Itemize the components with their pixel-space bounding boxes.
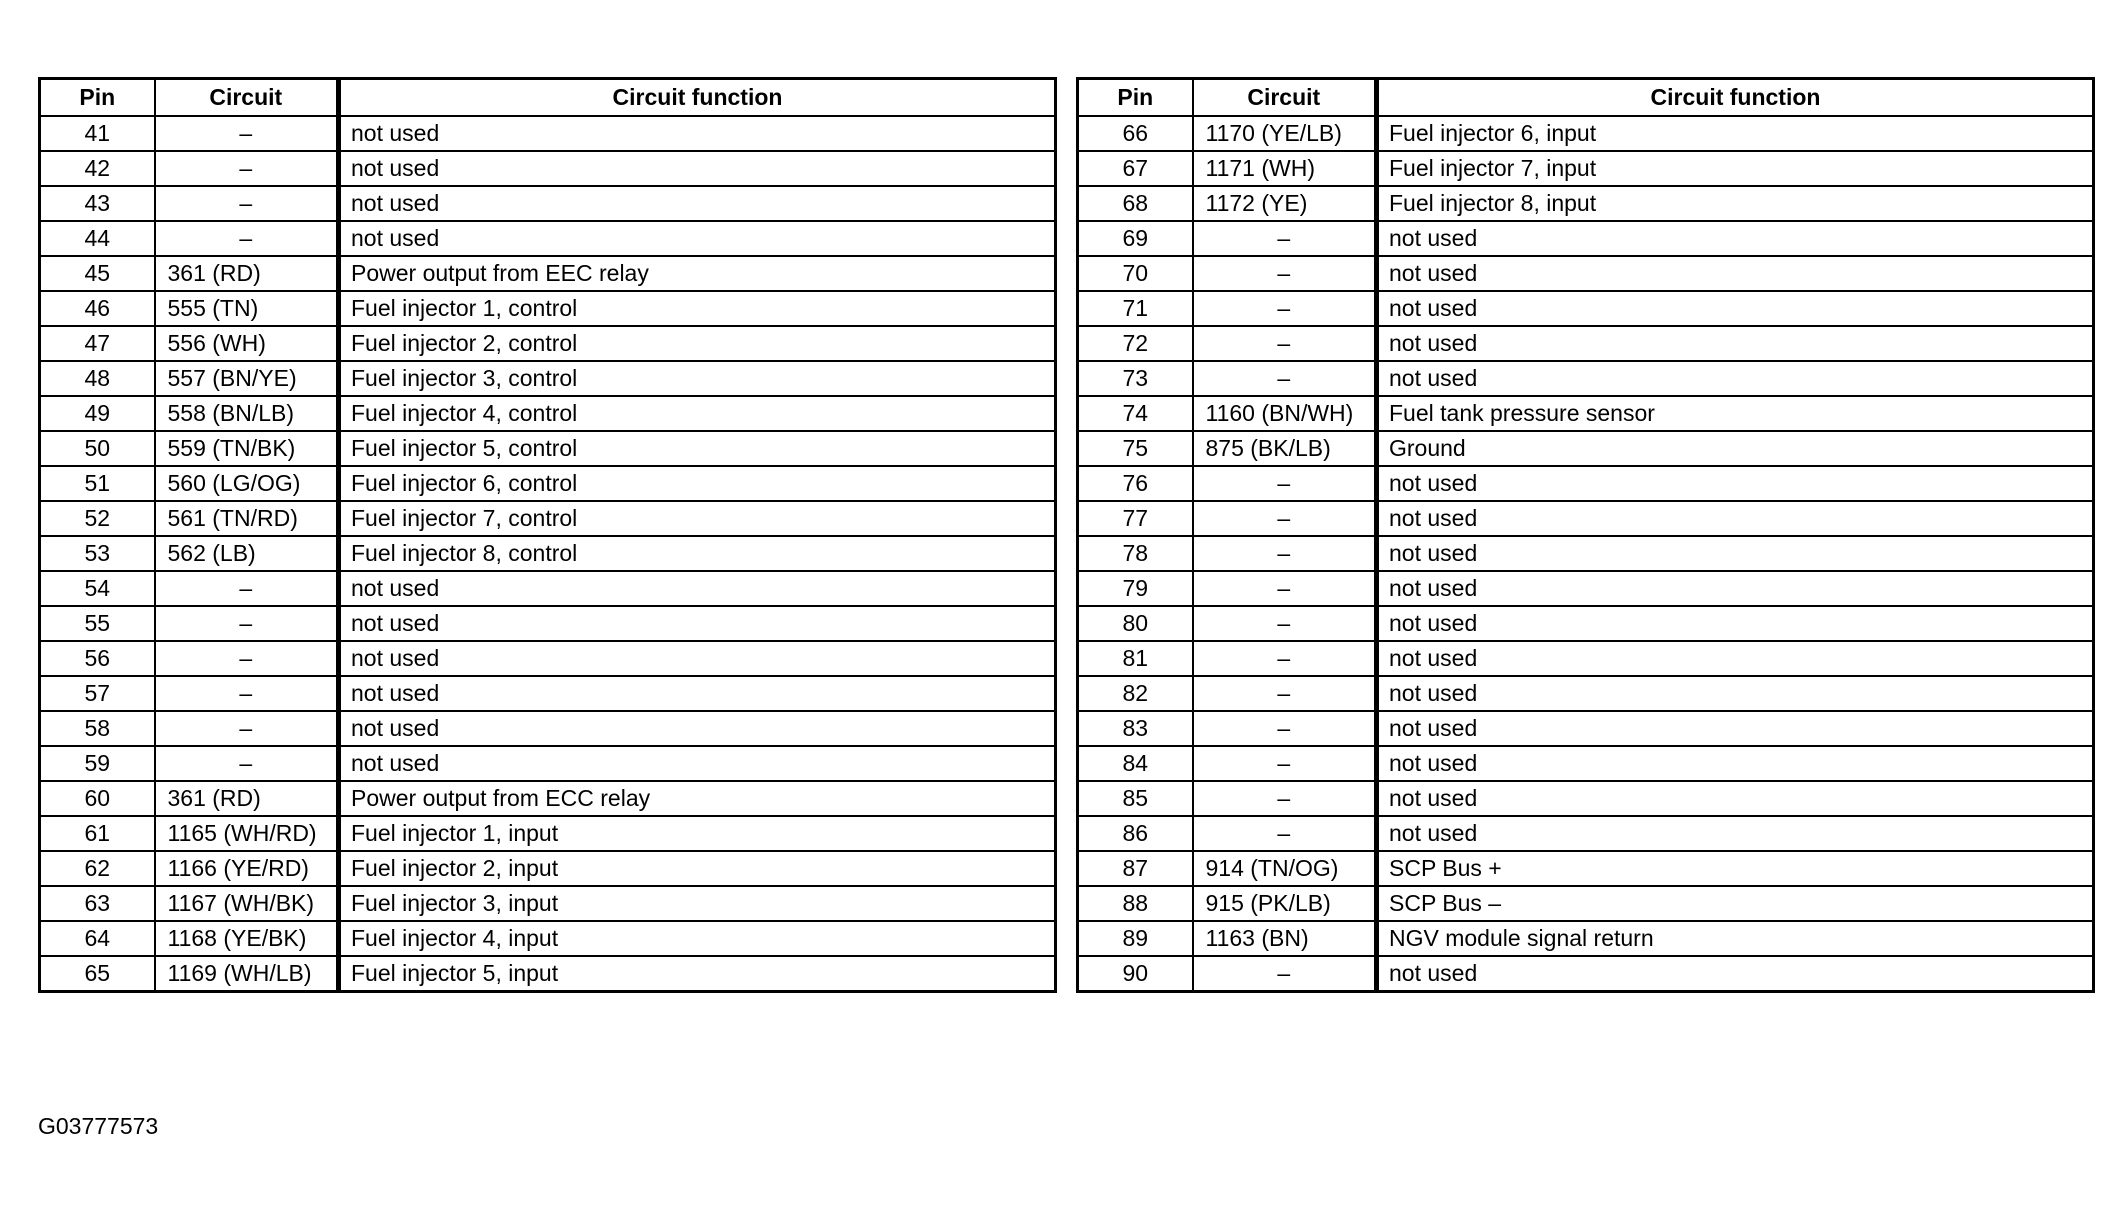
table-row — [40, 256, 1056, 291]
circuit-cell: – — [155, 151, 339, 186]
table-row — [1078, 641, 2094, 676]
pin-cell: 77 — [1078, 501, 1193, 536]
circuit-cell: 1171 (WH) — [1193, 151, 1377, 186]
table-body-right — [1078, 116, 2094, 992]
pin-cell: 82 — [1078, 676, 1193, 711]
table-row — [1078, 606, 2094, 641]
table-row — [40, 921, 1056, 956]
table-row — [1078, 501, 2094, 536]
function-cell: not used — [1377, 571, 2094, 606]
circuit-cell: – — [155, 221, 339, 256]
function-cell: not used — [1377, 676, 2094, 711]
table-body-left — [40, 116, 1056, 992]
table-row — [40, 536, 1056, 571]
table-row — [1078, 676, 2094, 711]
circuit-cell: – — [155, 186, 339, 221]
pin-cell: 54 — [40, 571, 155, 606]
circuit-cell: – — [1193, 361, 1377, 396]
table-row — [1078, 711, 2094, 746]
function-cell: Fuel injector 4, control — [339, 396, 1056, 431]
circuit-cell: 1172 (YE) — [1193, 186, 1377, 221]
circuit-cell: 555 (TN) — [155, 291, 339, 326]
function-cell: not used — [339, 116, 1056, 151]
header-circuit: Circuit — [155, 79, 339, 117]
circuit-cell: 560 (LG/OG) — [155, 466, 339, 501]
circuit-cell: – — [1193, 956, 1377, 992]
circuit-cell: 361 (RD) — [155, 781, 339, 816]
function-cell: Fuel injector 5, control — [339, 431, 1056, 466]
circuit-cell: 1166 (YE/RD) — [155, 851, 339, 886]
pin-cell: 75 — [1078, 431, 1193, 466]
circuit-cell: – — [155, 711, 339, 746]
table-row — [40, 711, 1056, 746]
circuit-cell: – — [155, 641, 339, 676]
circuit-cell: 875 (BK/LB) — [1193, 431, 1377, 466]
function-cell: not used — [1377, 711, 2094, 746]
function-cell: not used — [1377, 816, 2094, 851]
header-row — [40, 79, 1056, 117]
function-cell: Fuel injector 6, control — [339, 466, 1056, 501]
function-cell: SCP Bus – — [1377, 886, 2094, 921]
pin-cell: 72 — [1078, 326, 1193, 361]
pin-cell: 71 — [1078, 291, 1193, 326]
pin-cell: 60 — [40, 781, 155, 816]
pin-cell: 58 — [40, 711, 155, 746]
circuit-cell: – — [1193, 641, 1377, 676]
circuit-cell: – — [1193, 816, 1377, 851]
pin-cell: 61 — [40, 816, 155, 851]
circuit-cell: – — [1193, 256, 1377, 291]
table-row — [1078, 466, 2094, 501]
circuit-cell: – — [155, 116, 339, 151]
function-cell: Power output from EEC relay — [339, 256, 1056, 291]
circuit-cell: 1167 (WH/BK) — [155, 886, 339, 921]
function-cell: not used — [1377, 221, 2094, 256]
function-cell: not used — [1377, 361, 2094, 396]
function-cell: not used — [1377, 256, 2094, 291]
table-row — [1078, 186, 2094, 221]
circuit-cell: – — [1193, 676, 1377, 711]
pin-table-left — [38, 77, 1057, 993]
pin-cell: 51 — [40, 466, 155, 501]
table-row — [40, 186, 1056, 221]
pin-cell: 78 — [1078, 536, 1193, 571]
circuit-cell: – — [1193, 221, 1377, 256]
pin-cell: 63 — [40, 886, 155, 921]
header-pin: Pin — [1078, 79, 1193, 117]
table-row — [40, 431, 1056, 466]
pin-cell: 85 — [1078, 781, 1193, 816]
pin-cell: 68 — [1078, 186, 1193, 221]
circuit-cell: 1168 (YE/BK) — [155, 921, 339, 956]
pin-cell: 55 — [40, 606, 155, 641]
circuit-cell: – — [1193, 571, 1377, 606]
circuit-cell: – — [1193, 501, 1377, 536]
function-cell: Fuel injector 5, input — [339, 956, 1056, 992]
circuit-cell: 914 (TN/OG) — [1193, 851, 1377, 886]
function-cell: not used — [339, 711, 1056, 746]
table-row — [1078, 746, 2094, 781]
function-cell: not used — [339, 606, 1056, 641]
circuit-cell: – — [155, 606, 339, 641]
circuit-cell: 915 (PK/LB) — [1193, 886, 1377, 921]
function-cell: not used — [1377, 536, 2094, 571]
function-cell: Fuel injector 8, control — [339, 536, 1056, 571]
circuit-cell: 558 (BN/LB) — [155, 396, 339, 431]
circuit-cell: 1163 (BN) — [1193, 921, 1377, 956]
circuit-cell: 1170 (YE/LB) — [1193, 116, 1377, 151]
table-row — [40, 116, 1056, 151]
table-row — [1078, 536, 2094, 571]
table-row — [1078, 361, 2094, 396]
function-cell: Fuel injector 2, control — [339, 326, 1056, 361]
circuit-cell: – — [155, 571, 339, 606]
pin-cell: 83 — [1078, 711, 1193, 746]
pin-cell: 89 — [1078, 921, 1193, 956]
table-row — [1078, 431, 2094, 466]
circuit-cell: – — [1193, 606, 1377, 641]
circuit-cell: 1165 (WH/RD) — [155, 816, 339, 851]
function-cell: Power output from ECC relay — [339, 781, 1056, 816]
circuit-cell: – — [155, 746, 339, 781]
function-cell: Fuel injector 7, input — [1377, 151, 2094, 186]
pin-cell: 65 — [40, 956, 155, 992]
pin-cell: 53 — [40, 536, 155, 571]
table-row — [1078, 256, 2094, 291]
pin-cell: 70 — [1078, 256, 1193, 291]
pin-cell: 76 — [1078, 466, 1193, 501]
pin-cell: 49 — [40, 396, 155, 431]
table-row — [40, 396, 1056, 431]
circuit-cell: – — [1193, 711, 1377, 746]
function-cell: Fuel injector 1, input — [339, 816, 1056, 851]
function-cell: not used — [1377, 466, 2094, 501]
table-row — [40, 781, 1056, 816]
pin-cell: 59 — [40, 746, 155, 781]
table-row — [1078, 291, 2094, 326]
circuit-cell: – — [1193, 781, 1377, 816]
function-cell: not used — [339, 571, 1056, 606]
table-row — [1078, 396, 2094, 431]
pin-cell: 42 — [40, 151, 155, 186]
pin-cell: 90 — [1078, 956, 1193, 992]
header-circuit: Circuit — [1193, 79, 1377, 117]
function-cell: not used — [339, 676, 1056, 711]
table-row — [1078, 221, 2094, 256]
pin-cell: 73 — [1078, 361, 1193, 396]
pin-cell: 88 — [1078, 886, 1193, 921]
circuit-cell: 559 (TN/BK) — [155, 431, 339, 466]
table-row — [40, 221, 1056, 256]
table-row — [1078, 571, 2094, 606]
circuit-cell: – — [1193, 326, 1377, 361]
function-cell: SCP Bus + — [1377, 851, 2094, 886]
pin-cell: 74 — [1078, 396, 1193, 431]
function-cell: Fuel injector 8, input — [1377, 186, 2094, 221]
table-row — [1078, 851, 2094, 886]
function-cell: not used — [1377, 641, 2094, 676]
pin-cell: 64 — [40, 921, 155, 956]
circuit-cell: – — [1193, 291, 1377, 326]
function-cell: Fuel injector 3, input — [339, 886, 1056, 921]
circuit-cell: 557 (BN/YE) — [155, 361, 339, 396]
table-row — [40, 606, 1056, 641]
function-cell: not used — [1377, 291, 2094, 326]
table-row — [1078, 816, 2094, 851]
circuit-cell: 556 (WH) — [155, 326, 339, 361]
function-cell: NGV module signal return — [1377, 921, 2094, 956]
function-cell: Fuel injector 3, control — [339, 361, 1056, 396]
table-row — [1078, 781, 2094, 816]
function-cell: Fuel injector 1, control — [339, 291, 1056, 326]
table-row — [1078, 116, 2094, 151]
pin-cell: 44 — [40, 221, 155, 256]
function-cell: not used — [339, 151, 1056, 186]
table-row — [40, 361, 1056, 396]
table-row — [40, 956, 1056, 992]
circuit-cell: – — [1193, 746, 1377, 781]
pin-cell: 41 — [40, 116, 155, 151]
function-cell: Fuel tank pressure sensor — [1377, 396, 2094, 431]
pin-cell: 80 — [1078, 606, 1193, 641]
function-cell: not used — [1377, 606, 2094, 641]
circuit-cell: – — [155, 676, 339, 711]
pin-cell: 69 — [1078, 221, 1193, 256]
function-cell: not used — [1377, 326, 2094, 361]
pin-cell: 48 — [40, 361, 155, 396]
pin-cell: 62 — [40, 851, 155, 886]
circuit-cell: – — [1193, 466, 1377, 501]
table-row — [40, 326, 1056, 361]
circuit-cell: – — [1193, 536, 1377, 571]
table-row — [40, 291, 1056, 326]
pin-cell: 57 — [40, 676, 155, 711]
table-row — [40, 816, 1056, 851]
function-cell: not used — [339, 221, 1056, 256]
table-row — [40, 571, 1056, 606]
pin-cell: 50 — [40, 431, 155, 466]
pin-cell: 84 — [1078, 746, 1193, 781]
table-row — [40, 851, 1056, 886]
pin-cell: 86 — [1078, 816, 1193, 851]
function-cell: Fuel injector 4, input — [339, 921, 1056, 956]
pin-table-right — [1076, 77, 2095, 993]
table-row — [40, 746, 1056, 781]
circuit-cell: 562 (LB) — [155, 536, 339, 571]
pin-cell: 47 — [40, 326, 155, 361]
pin-cell: 56 — [40, 641, 155, 676]
circuit-cell: 1160 (BN/WH) — [1193, 396, 1377, 431]
pin-cell: 43 — [40, 186, 155, 221]
table-row — [1078, 151, 2094, 186]
header-circuit-function: Circuit function — [339, 79, 1056, 117]
header-pin: Pin — [40, 79, 155, 117]
table-row — [1078, 956, 2094, 992]
header-circuit-function: Circuit function — [1377, 79, 2094, 117]
circuit-cell: 561 (TN/RD) — [155, 501, 339, 536]
figure-id: G03777573 — [38, 1113, 159, 1139]
table-row — [40, 676, 1056, 711]
pin-cell: 45 — [40, 256, 155, 291]
function-cell: not used — [1377, 501, 2094, 536]
function-cell: Fuel injector 6, input — [1377, 116, 2094, 151]
pin-cell: 79 — [1078, 571, 1193, 606]
table-row — [40, 641, 1056, 676]
pin-cell: 46 — [40, 291, 155, 326]
header-row — [1078, 79, 2094, 117]
circuit-cell: 1169 (WH/LB) — [155, 956, 339, 992]
table-row — [1078, 921, 2094, 956]
function-cell: not used — [1377, 781, 2094, 816]
function-cell: not used — [339, 186, 1056, 221]
function-cell: not used — [339, 641, 1056, 676]
function-cell: Ground — [1377, 431, 2094, 466]
pin-cell: 52 — [40, 501, 155, 536]
function-cell: not used — [1377, 746, 2094, 781]
pin-cell: 81 — [1078, 641, 1193, 676]
function-cell: Fuel injector 7, control — [339, 501, 1056, 536]
table-row — [40, 151, 1056, 186]
circuit-cell: 361 (RD) — [155, 256, 339, 291]
pin-cell: 67 — [1078, 151, 1193, 186]
table-row — [1078, 326, 2094, 361]
function-cell: not used — [339, 746, 1056, 781]
table-row — [40, 886, 1056, 921]
table-row — [1078, 886, 2094, 921]
pin-cell: 87 — [1078, 851, 1193, 886]
function-cell: Fuel injector 2, input — [339, 851, 1056, 886]
pin-cell: 66 — [1078, 116, 1193, 151]
table-row — [40, 466, 1056, 501]
table-row — [40, 501, 1056, 536]
function-cell: not used — [1377, 956, 2094, 992]
